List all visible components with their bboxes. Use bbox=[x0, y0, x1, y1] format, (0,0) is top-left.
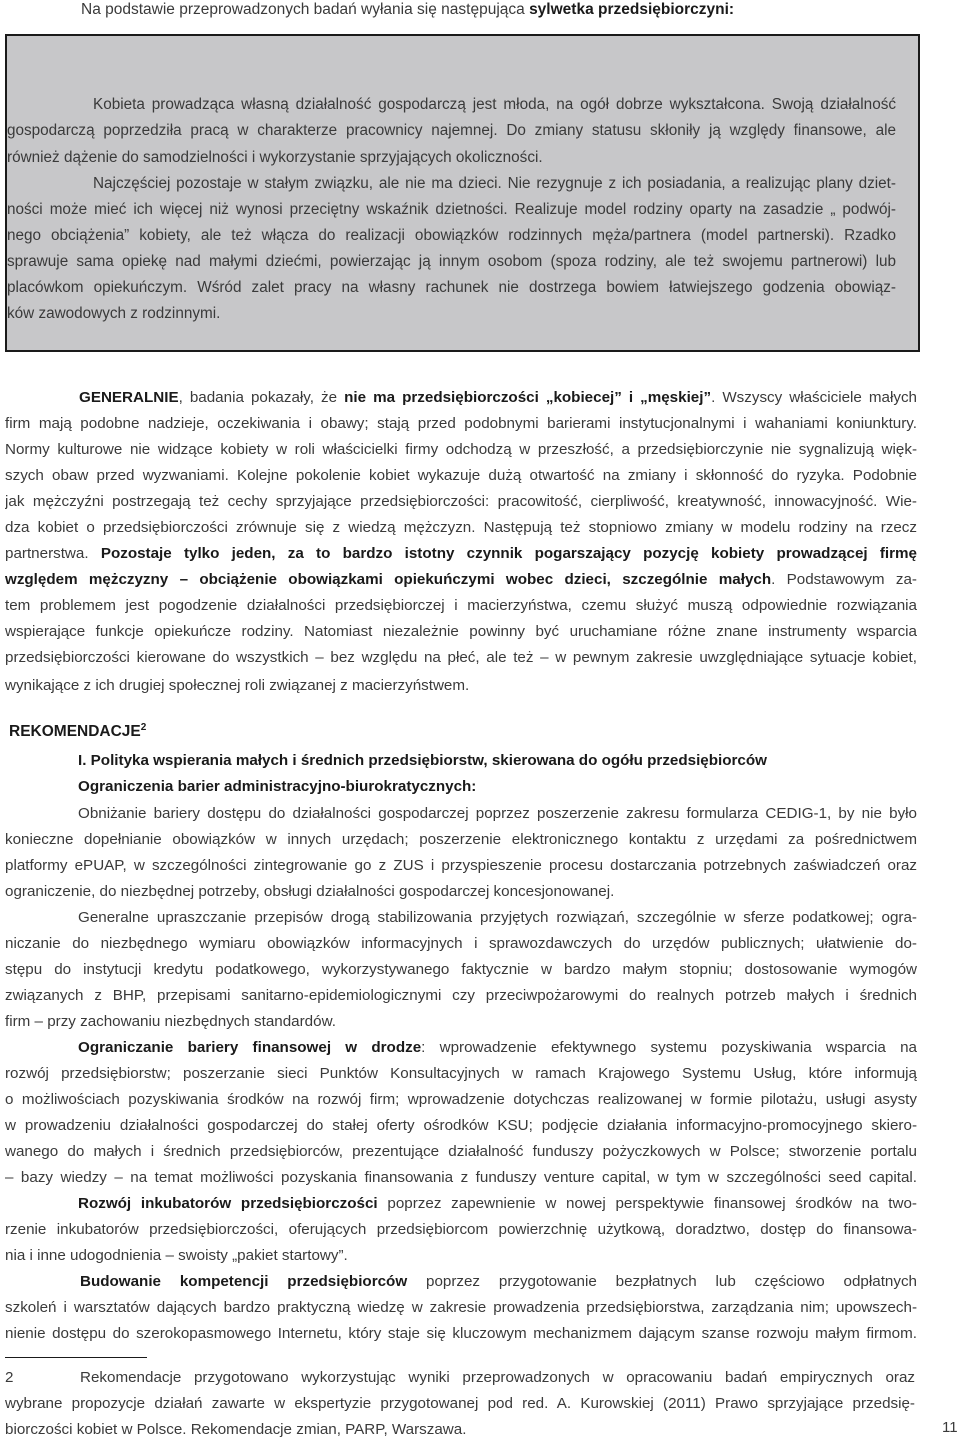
text-run: firm – przy zachowaniu niezbędnych standardów. bbox=[5, 1013, 336, 1030]
text-run: stępu do instytucji kredytu podatkowego, wykorzystywanego faktycznie w bardzo małym stopniu; dostosowanie wymogów bbox=[5, 961, 917, 978]
text-run: związanych z BHP, przepisami sanitarno-epidemiologicznymi czy przeciwpożarowymi do realnych potrzeb małych i średnich bbox=[5, 987, 917, 1004]
text-run: , badania pokazały, że bbox=[178, 389, 345, 406]
intro-bold: sylwetka przedsiębiorczyni: bbox=[529, 1, 735, 18]
text-run: nienie dostępu do szerokopasmowego Internetu, który staje się kluczowym mechanizmem dającym szanse rozwoju małym firmom. bbox=[5, 1325, 917, 1342]
intro-text: Na podstawie przeprowadzonych badań wyłania się następująca bbox=[81, 1, 530, 18]
text-run: nia i inne udogodnienia – swoisty „pakiet startowy”. bbox=[5, 1247, 348, 1264]
recommendations-title: REKOMENDACJE bbox=[9, 723, 141, 740]
recommendation-line bbox=[80, 1272, 917, 1292]
recommendation-line bbox=[5, 1298, 917, 1318]
recommendation-line bbox=[5, 1246, 348, 1266]
general-line bbox=[5, 414, 917, 434]
text-run: wanego do małych i średnich przedsiębiorców, prezentujące działalność funduszy pożyczkowych w Polsce; stworzenie portalu bbox=[5, 1143, 917, 1160]
profile-box-line: gospodarczą poprzedziła pracą w charakterze pracownicy najemnej. Do zmiany statusu skłoniły ją względy finansowe, ale bbox=[7, 122, 896, 139]
text-run: rzenie inkubatorów przedsiębiorczości, oferujących przedsiębiorcom powierzchnię użytkową, doradztwo, dostęp do finansowa- bbox=[5, 1221, 917, 1238]
text-run: niczanie do niezbędnego wymiaru obowiązków informacyjnych i sprawozdawczych do urzędów publicznych; ułatwienie do- bbox=[5, 935, 917, 952]
text-run: Normy kulturowe nie widzące kobiety w roli właścicielki firmy odchodzą w przeszłość, a przedsiębiorczynie nie sygnalizują więk- bbox=[5, 441, 917, 458]
text-run: przedsiębiorczości kierowane do wszystkich – bez względu na płeć, ale też – w pewnym zakresie uwzględniające sytuacje kobiet, bbox=[5, 649, 917, 666]
bold-text: Ograniczanie bariery finansowej w drodze bbox=[78, 1039, 422, 1056]
recommendation-line bbox=[78, 777, 476, 797]
bold-text: GENERALNIE bbox=[79, 389, 179, 406]
recommendation-line bbox=[5, 1168, 917, 1188]
intro-sentence bbox=[81, 0, 734, 20]
general-line bbox=[79, 388, 917, 408]
recommendation-line bbox=[5, 1064, 917, 1084]
text-run: szkoleń i warsztatów dających bardzo praktyczną wiedzę w zakresie prowadzenia przedsiębiorstwa, zarządzania nim; upowszech- bbox=[5, 1299, 917, 1316]
general-line bbox=[5, 492, 917, 512]
profile-box bbox=[5, 34, 920, 352]
bold-text: Ograniczenia barier administracyjno-biurokratycznych: bbox=[78, 778, 477, 795]
text-run: w prowadzeniu działalności gospodarczej do stałej oferty ośrodków KSU; podjęcie działania informacyjno-promocyjnego skiero- bbox=[5, 1117, 917, 1134]
recommendation-line bbox=[5, 1324, 917, 1344]
text-run: wspierające funkcje opiekuńcze rodziny. Natomiast niezależnie powinny być uruchamiane różne znane instrumenty wsparcia bbox=[5, 623, 917, 640]
general-line bbox=[5, 622, 917, 642]
recommendation-line bbox=[78, 751, 767, 771]
text-run: ograniczenie, do niezbędnej potrzeby, obsługi działalności gospodarczej koncesjonowanej. bbox=[5, 883, 615, 900]
footnote-number: 2 bbox=[5, 1369, 14, 1386]
recommendation-line bbox=[5, 1090, 917, 1110]
profile-box-line: Kobieta prowadząca własną działalność gospodarczą jest młoda, na ogół dobrze wykształcona. Swoją działalność bbox=[93, 96, 896, 113]
general-line bbox=[5, 676, 469, 696]
bold-text: Pozostaje tylko jeden, za to bardzo istotny czynnik pogarszający pozycję kobiety prowadzącej firmę bbox=[100, 545, 917, 562]
recommendations-heading bbox=[9, 722, 146, 742]
general-line bbox=[5, 518, 917, 538]
general-line bbox=[5, 544, 917, 564]
footnote-divider bbox=[5, 1357, 147, 1358]
text-run: poprzez zapewnienie w nowej perspektywie finansowej środków na two- bbox=[377, 1195, 917, 1212]
general-line bbox=[5, 570, 917, 590]
recommendation-line bbox=[5, 1220, 917, 1240]
recommendation-line bbox=[78, 1194, 917, 1214]
bold-text: I. Polityka wspierania małych i średnich przedsiębiorstw, skierowana do ogółu przedsiębiorców bbox=[78, 752, 767, 769]
recommendation-line bbox=[5, 856, 917, 876]
recommendation-line bbox=[78, 908, 917, 928]
profile-box-line: nego obciążenia” kobiety, ale też włącza do realizacji obowiązków rodzinnych męża/partnera (model partnerski). Rzadko bbox=[7, 227, 896, 244]
page-number: 11 bbox=[942, 1419, 958, 1436]
bold-text: nie ma przedsiębiorczości „kobiecej” i „męskiej” bbox=[344, 389, 712, 406]
bold-text: względem mężczyzny – obciążenie obowiązkami opiekuńczymi wobec dzieci, szczególnie małych bbox=[5, 571, 772, 588]
text-run: . Podstawowym za- bbox=[771, 571, 917, 588]
text-run: tem problemem jest pogodzenie działalności przedsiębiorczej i macierzyństwa, czemu służyć muszą odpowiednie rozwiązania bbox=[5, 597, 917, 614]
footnote-ref: 2 bbox=[140, 721, 147, 733]
profile-box-line: Najczęściej pozostaje w stałym związku, ale nie ma dzieci. Nie rezygnuje z ich posiadania, a realizując plany dziet- bbox=[93, 175, 896, 192]
recommendation-line bbox=[5, 986, 917, 1006]
footnote-line: biorczości kobiet w Polsce. Rekomendacje zmian, PARP, Warszawa. bbox=[5, 1421, 467, 1438]
text-run: : wprowadzenie efektywnego systemu pozyskiwania wsparcia na bbox=[421, 1039, 917, 1056]
profile-box-line: placówkom opiekuńczym. Wśród zalet pracy na własny rachunek nie dostrzega bowiem łatwiejszego godzenia obowiąz- bbox=[7, 279, 896, 296]
text-run: firm mają podobne nadzieje, oczekiwania i obawy; stają przed podobnymi barierami instytucjonalnymi i wahaniami koniunktury. bbox=[5, 415, 917, 432]
text-run: konieczne dopełnianie obowiązków w innych urzędach; poszerzenie elektronicznego kontaktu z urzędami za pośrednictwem bbox=[5, 831, 917, 848]
text-run: jak mężczyźni postrzegają też cechy sprzyjające przedsiębiorczości: pracowitość, cierpliwość, kreatywność, innowacyjność. Wie- bbox=[5, 493, 917, 510]
recommendation-line bbox=[5, 1012, 336, 1032]
general-line bbox=[5, 440, 917, 460]
recommendation-line bbox=[5, 1142, 917, 1162]
recommendation-line bbox=[5, 882, 614, 902]
general-line bbox=[5, 596, 917, 616]
text-run: Generalne upraszczanie przepisów drogą stabilizowania przyjętych rozwiązań, szczególnie w sferze podatkowej; ogra- bbox=[78, 909, 917, 926]
text-run: Obniżanie bariery dostępu do działalności gospodarczej poprzez poszerzenie zakresu formularza CEDIG-1, by nie było bbox=[78, 805, 917, 822]
recommendation-line bbox=[78, 804, 917, 824]
text-run: rozwój przedsiębiorstw; poszerzanie sieci Punktów Konsultacyjnych w ramach Krajowego Systemu Usług, które informują bbox=[5, 1065, 917, 1082]
recommendation-line bbox=[5, 960, 917, 980]
text-run: dza kobiet o przedsiębiorczości zrównuje się z wiedzą mężczyzn. Następują też stopniowo zmiany w modelu rodziny na rzecz bbox=[5, 519, 917, 536]
text-run: szych obaw przed wyzwaniami. Kolejne pokolenie kobiet wykazuje dużą otwartość na zmiany i skłonność do ryzyka. Podobnie bbox=[5, 467, 917, 484]
bold-text: Rozwój inkubatorów przedsiębiorczości bbox=[78, 1195, 378, 1212]
text-run: poprzez przygotowanie bezpłatnych lub częściowo odpłatnych bbox=[407, 1273, 917, 1290]
footnote-line: Rekomendacje przygotowano wykorzystując wyniki przeprowadzonych w opracowaniu badań empirycznych oraz bbox=[80, 1369, 915, 1386]
general-line bbox=[5, 648, 917, 668]
profile-box-line: sprawuje sama opiekę nad małymi dziećmi, powierzając ją innym osobom (spoza rodziny, ale też swojemu partnerowi) lub bbox=[7, 253, 896, 270]
recommendation-line bbox=[5, 934, 917, 954]
bold-text: Budowanie kompetencji przedsiębiorców bbox=[80, 1273, 408, 1290]
text-run: partnerstwa. bbox=[5, 545, 101, 562]
text-run: platformy ePUAP, w szczególności zintegrowanie go z ZUS i przyspieszenie procesu dostarczania potrzebnych zaświadczeń oraz bbox=[5, 857, 917, 874]
profile-box-line: również dążenie do samodzielności i wykorzystanie sprzyjających okoliczności. bbox=[7, 149, 543, 166]
text-run: o możliwościach pozyskiwania środków na rozwój firm; wprowadzenie dotychczas realizowanej w formie pilotażu, usługi asysty bbox=[5, 1091, 917, 1108]
recommendation-line bbox=[5, 1116, 917, 1136]
recommendation-line bbox=[78, 1038, 917, 1058]
profile-box-line: ności może mieć ich więcej niż wynosi przeciętny wskaźnik dzietności. Realizuje model rodziny oparty na zasadzie „ podwój- bbox=[7, 201, 896, 218]
text-run: . Wszyscy właściciele małych bbox=[711, 389, 917, 406]
profile-box-line: ków zawodowych z rodzinnymi. bbox=[7, 305, 221, 322]
recommendation-line bbox=[5, 830, 917, 850]
footnote-line: wybrane propozycje działań zawarte w ekspertyzie przygotowanej pod red. A. Kurowskiej (2011) Prawo sprzyjające przedsię- bbox=[5, 1395, 915, 1412]
general-line bbox=[5, 466, 917, 486]
text-run: wynikające z ich drugiej społecznej roli związanej z macierzyństwem. bbox=[5, 677, 470, 694]
text-run: – bazy wiedzy – na temat możliwości pozyskania finansowania z funduszy venture capital, w tym w szczególności seed capital. bbox=[5, 1169, 917, 1186]
